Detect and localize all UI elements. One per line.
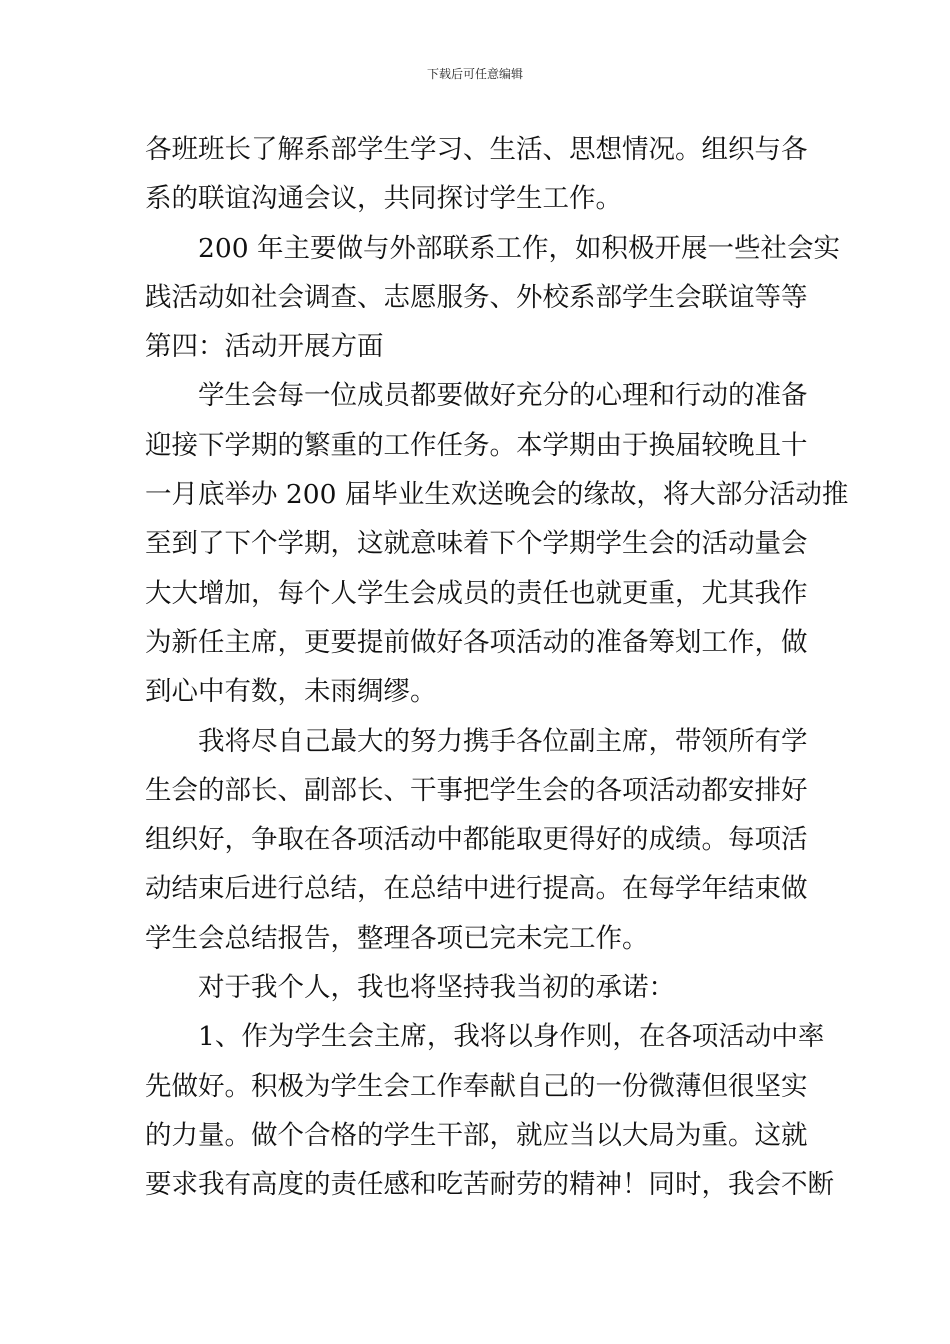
- text-line: 要求我有高度的责任感和吃苦耐劳的精神！同时，我会不断: [145, 1169, 834, 1201]
- text-line: 系的联谊沟通会议，共同探讨学生工作。: [145, 183, 622, 215]
- text-line: 对于我个人，我也将坚持我当初的承诺：: [198, 972, 675, 1004]
- text-line: 大大增加，每个人学生会成员的责任也就更重，尤其我作: [145, 577, 808, 609]
- text-line: 一月底举办 200 届毕业生欢送晚会的缘故，将大部分活动推: [145, 479, 849, 511]
- text-line: 践活动如社会调查、志愿服务、外校系部学生会联谊等等: [145, 281, 808, 313]
- page-header: 下载后可任意编辑: [426, 67, 523, 81]
- text-line: 生会的部长、副部长、干事把学生会的各项活动都安排好: [145, 774, 808, 806]
- text-line: 1、作为学生会主席，我将以身作则，在各项活动中率: [198, 1021, 825, 1053]
- text-line: 组织好，争取在各项活动中都能取更得好的成绩。每项活: [145, 824, 808, 856]
- text-line: 200 年主要做与外部联系工作，如积极开展一些社会实: [198, 232, 841, 264]
- text-line: 学生会每一位成员都要做好充分的心理和行动的准备: [198, 380, 808, 412]
- text-line: 各班班长了解系部学生学习、生活、思想情况。组织与各: [145, 134, 808, 165]
- text-line: 动结束后进行总结，在总结中进行提高。在每学年结束做: [145, 873, 808, 905]
- text-line: 第四：活动开展方面: [145, 331, 384, 363]
- document-body: [145, 125, 849, 1210]
- text-line: 先做好。积极为学生会工作奉献自己的一份微薄但很坚实: [145, 1070, 808, 1102]
- text-line: 至到了下个学期，这就意味着下个学期学生会的活动量会: [145, 528, 808, 560]
- text-line: 迎接下学期的繁重的工作任务。本学期由于换届较晚且十: [145, 429, 808, 461]
- text-line: 到心中有数，未雨绸缪。: [145, 676, 437, 708]
- text-line: 为新任主席，更要提前做好各项活动的准备筹划工作，做: [145, 626, 808, 658]
- text-line: 的力量。做个合格的学生干部，就应当以大局为重。这就: [145, 1119, 808, 1151]
- text-line: 我将尽自己最大的努力携手各位副主席，带领所有学: [198, 725, 808, 757]
- text-line: 学生会总结报告，整理各项已完未完工作。: [145, 922, 649, 954]
